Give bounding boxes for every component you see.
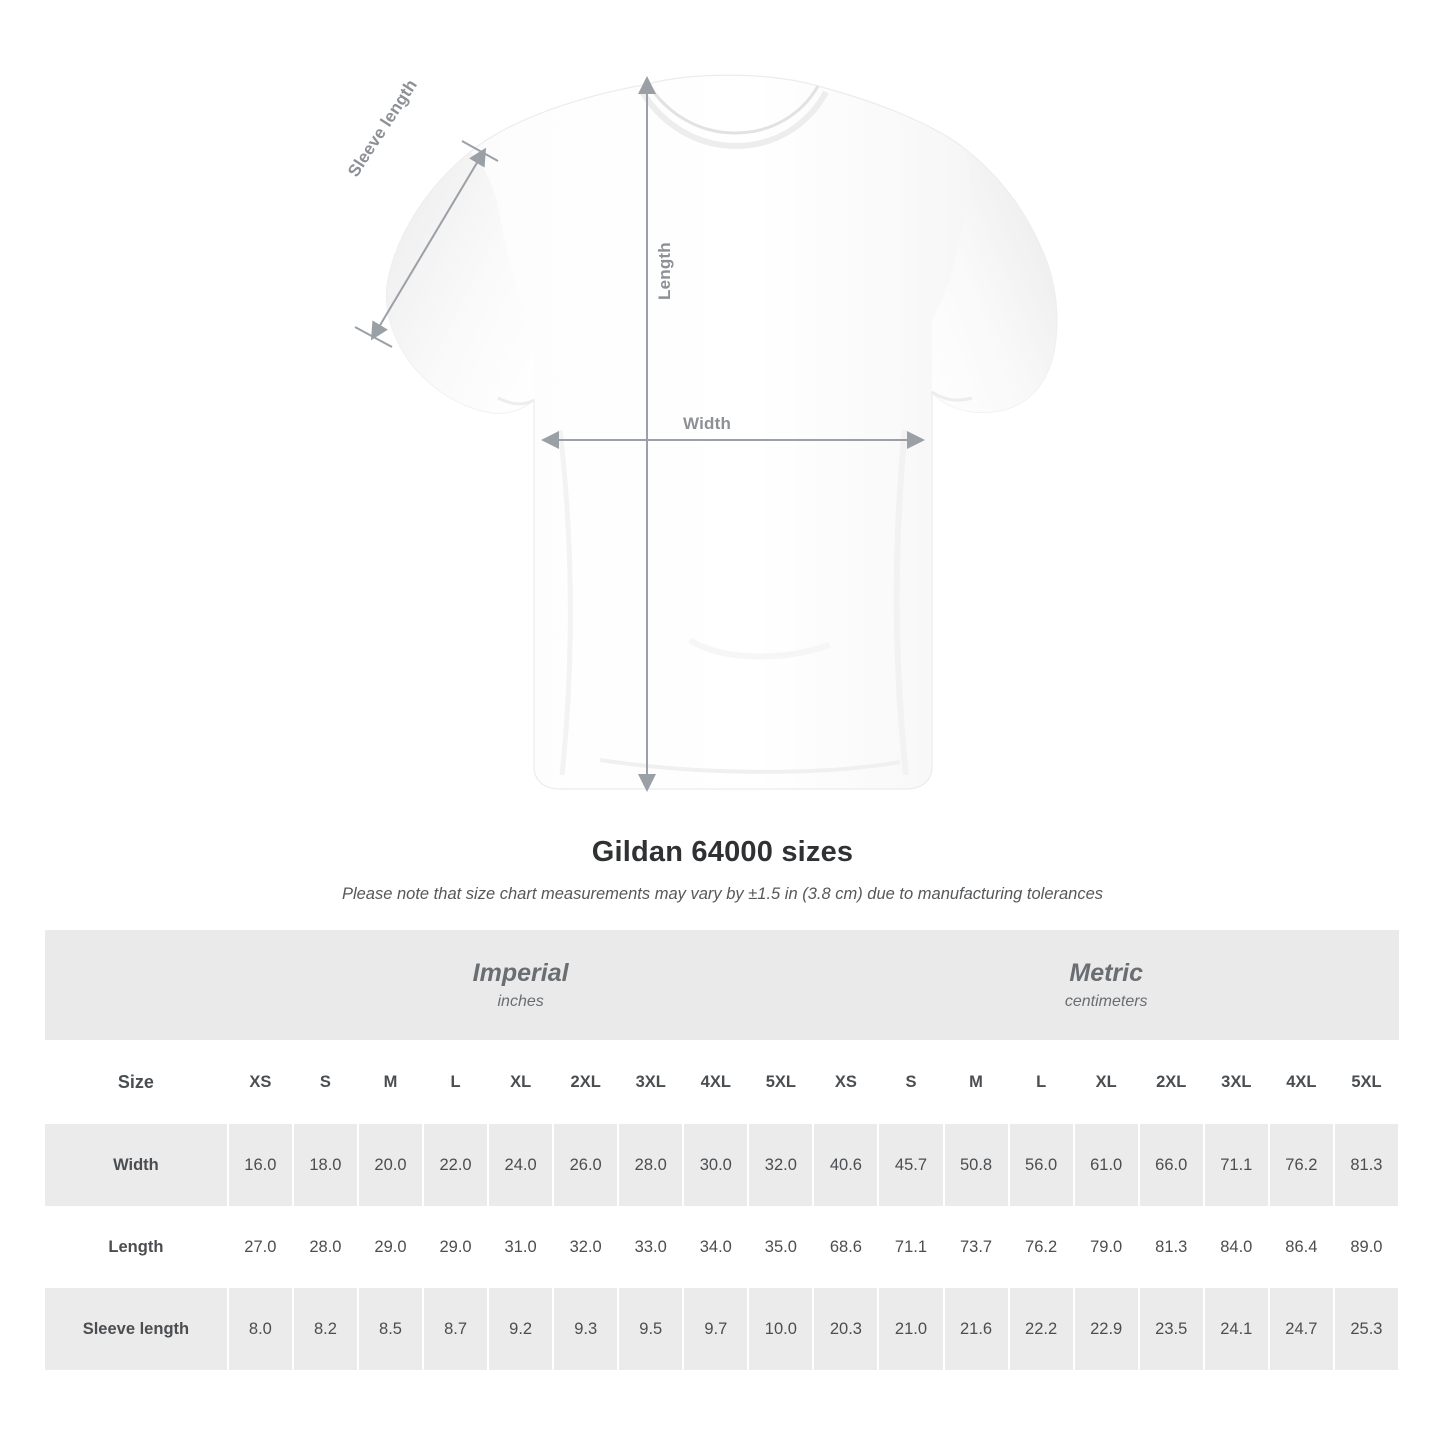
table-cell: 9.7 xyxy=(683,1288,748,1370)
unit-header-row xyxy=(45,930,1399,1040)
table-cell: 40.6 xyxy=(813,1124,878,1206)
table-cell: 23.5 xyxy=(1139,1288,1204,1370)
table-cell: 29.0 xyxy=(423,1206,488,1288)
table-cell: 8.2 xyxy=(293,1288,358,1370)
row-label: Sleeve length xyxy=(45,1288,228,1370)
table-cell: 22.0 xyxy=(423,1124,488,1206)
page-title: Gildan 64000 sizes xyxy=(591,836,854,868)
table-cell: 21.0 xyxy=(878,1288,943,1370)
table-cell: 27.0 xyxy=(228,1206,293,1288)
table-cell: 84.0 xyxy=(1204,1206,1269,1288)
table-cell: 8.5 xyxy=(358,1288,423,1370)
table-cell: 24.1 xyxy=(1204,1288,1269,1370)
table-cell: 21.6 xyxy=(944,1288,1009,1370)
table-cell: 28.0 xyxy=(618,1124,683,1206)
size-header-cell: L xyxy=(423,1040,488,1124)
size-chart-table xyxy=(45,930,1400,1370)
table-cell: 56.0 xyxy=(1009,1124,1074,1206)
tolerance-note: Please note that size chart measurements may vary by ±1.5 in (3.8 cm) due to manufacturing tolerances xyxy=(341,885,1104,903)
table-cell: 22.9 xyxy=(1074,1288,1139,1370)
table-cell: 9.5 xyxy=(618,1288,683,1370)
size-header-cell: 4XL xyxy=(683,1040,748,1124)
size-header-cell: 4XL xyxy=(1269,1040,1334,1124)
table-cell: 24.0 xyxy=(488,1124,553,1206)
table-cell: 25.3 xyxy=(1334,1288,1399,1370)
size-header-cell: S xyxy=(878,1040,943,1124)
table-cell: 29.0 xyxy=(358,1206,423,1288)
table-cell: 20.0 xyxy=(358,1124,423,1206)
table-cell: 8.7 xyxy=(423,1288,488,1370)
table-cell: 34.0 xyxy=(683,1206,748,1288)
table-cell: 89.0 xyxy=(1334,1206,1399,1288)
table-cell: 22.2 xyxy=(1009,1288,1074,1370)
table-cell: 86.4 xyxy=(1269,1206,1334,1288)
table-cell: 33.0 xyxy=(618,1206,683,1288)
size-header-cell: XL xyxy=(1074,1040,1139,1124)
table-cell: 76.2 xyxy=(1009,1206,1074,1288)
table-cell: 81.3 xyxy=(1334,1124,1399,1206)
table-cell: 71.1 xyxy=(1204,1124,1269,1206)
table-cell: 32.0 xyxy=(748,1124,813,1206)
size-header-cell: 5XL xyxy=(1334,1040,1399,1124)
table-cell: 61.0 xyxy=(1074,1124,1139,1206)
table-cell: 9.2 xyxy=(488,1288,553,1370)
imperial-sub: inches xyxy=(497,992,544,1010)
table-cell: 8.0 xyxy=(228,1288,293,1370)
table-cell: 68.6 xyxy=(813,1206,878,1288)
table-cell: 24.7 xyxy=(1269,1288,1334,1370)
table-row xyxy=(45,1124,1399,1206)
table-cell: 28.0 xyxy=(293,1206,358,1288)
metric-sub: centimeters xyxy=(1064,992,1148,1010)
length-label: Length xyxy=(655,242,674,300)
size-header-cell: L xyxy=(1009,1040,1074,1124)
size-header-cell: 5XL xyxy=(748,1040,813,1124)
unit-header-spacer xyxy=(45,930,228,1040)
table-cell: 79.0 xyxy=(1074,1206,1139,1288)
table-cell: 20.3 xyxy=(813,1288,878,1370)
table-cell: 31.0 xyxy=(488,1206,553,1288)
table-cell: 81.3 xyxy=(1139,1206,1204,1288)
table-cell: 71.1 xyxy=(878,1206,943,1288)
size-header-cell: XS xyxy=(228,1040,293,1124)
size-header-cell: 3XL xyxy=(618,1040,683,1124)
title-block xyxy=(0,836,1445,904)
size-header-cell: 2XL xyxy=(553,1040,618,1124)
table-cell: 26.0 xyxy=(553,1124,618,1206)
table-cell: 76.2 xyxy=(1269,1124,1334,1206)
size-header-cell: S xyxy=(293,1040,358,1124)
imperial-name: Imperial xyxy=(472,959,569,988)
size-header-cell: XL xyxy=(488,1040,553,1124)
table-cell: 16.0 xyxy=(228,1124,293,1206)
size-header-cell: XS xyxy=(813,1040,878,1124)
sleeve-length-label: Sleeve length xyxy=(344,75,422,181)
table-cell: 10.0 xyxy=(748,1288,813,1370)
size-header-cell: M xyxy=(358,1040,423,1124)
table-cell: 45.7 xyxy=(878,1124,943,1206)
table-cell: 32.0 xyxy=(553,1206,618,1288)
table-row xyxy=(45,1206,1399,1288)
table-cell: 50.8 xyxy=(944,1124,1009,1206)
unit-header-imperial xyxy=(228,930,814,1040)
table-cell: 35.0 xyxy=(748,1206,813,1288)
table-cell: 30.0 xyxy=(683,1124,748,1206)
row-label: Width xyxy=(45,1124,228,1206)
size-header-cell: 2XL xyxy=(1139,1040,1204,1124)
size-chart-table-wrap xyxy=(45,930,1400,1370)
width-label: Width xyxy=(683,414,732,433)
metric-name: Metric xyxy=(1069,959,1144,988)
table-cell: 18.0 xyxy=(293,1124,358,1206)
table-row xyxy=(45,1288,1399,1370)
table-cell: 9.3 xyxy=(553,1288,618,1370)
row-label: Length xyxy=(45,1206,228,1288)
size-header-cell: 3XL xyxy=(1204,1040,1269,1124)
table-cell: 73.7 xyxy=(944,1206,1009,1288)
table-cell: 66.0 xyxy=(1139,1124,1204,1206)
size-header-label: Size xyxy=(45,1040,228,1124)
size-header-row xyxy=(45,1040,1399,1124)
unit-header-metric xyxy=(813,930,1399,1040)
size-header-cell: M xyxy=(944,1040,1009,1124)
